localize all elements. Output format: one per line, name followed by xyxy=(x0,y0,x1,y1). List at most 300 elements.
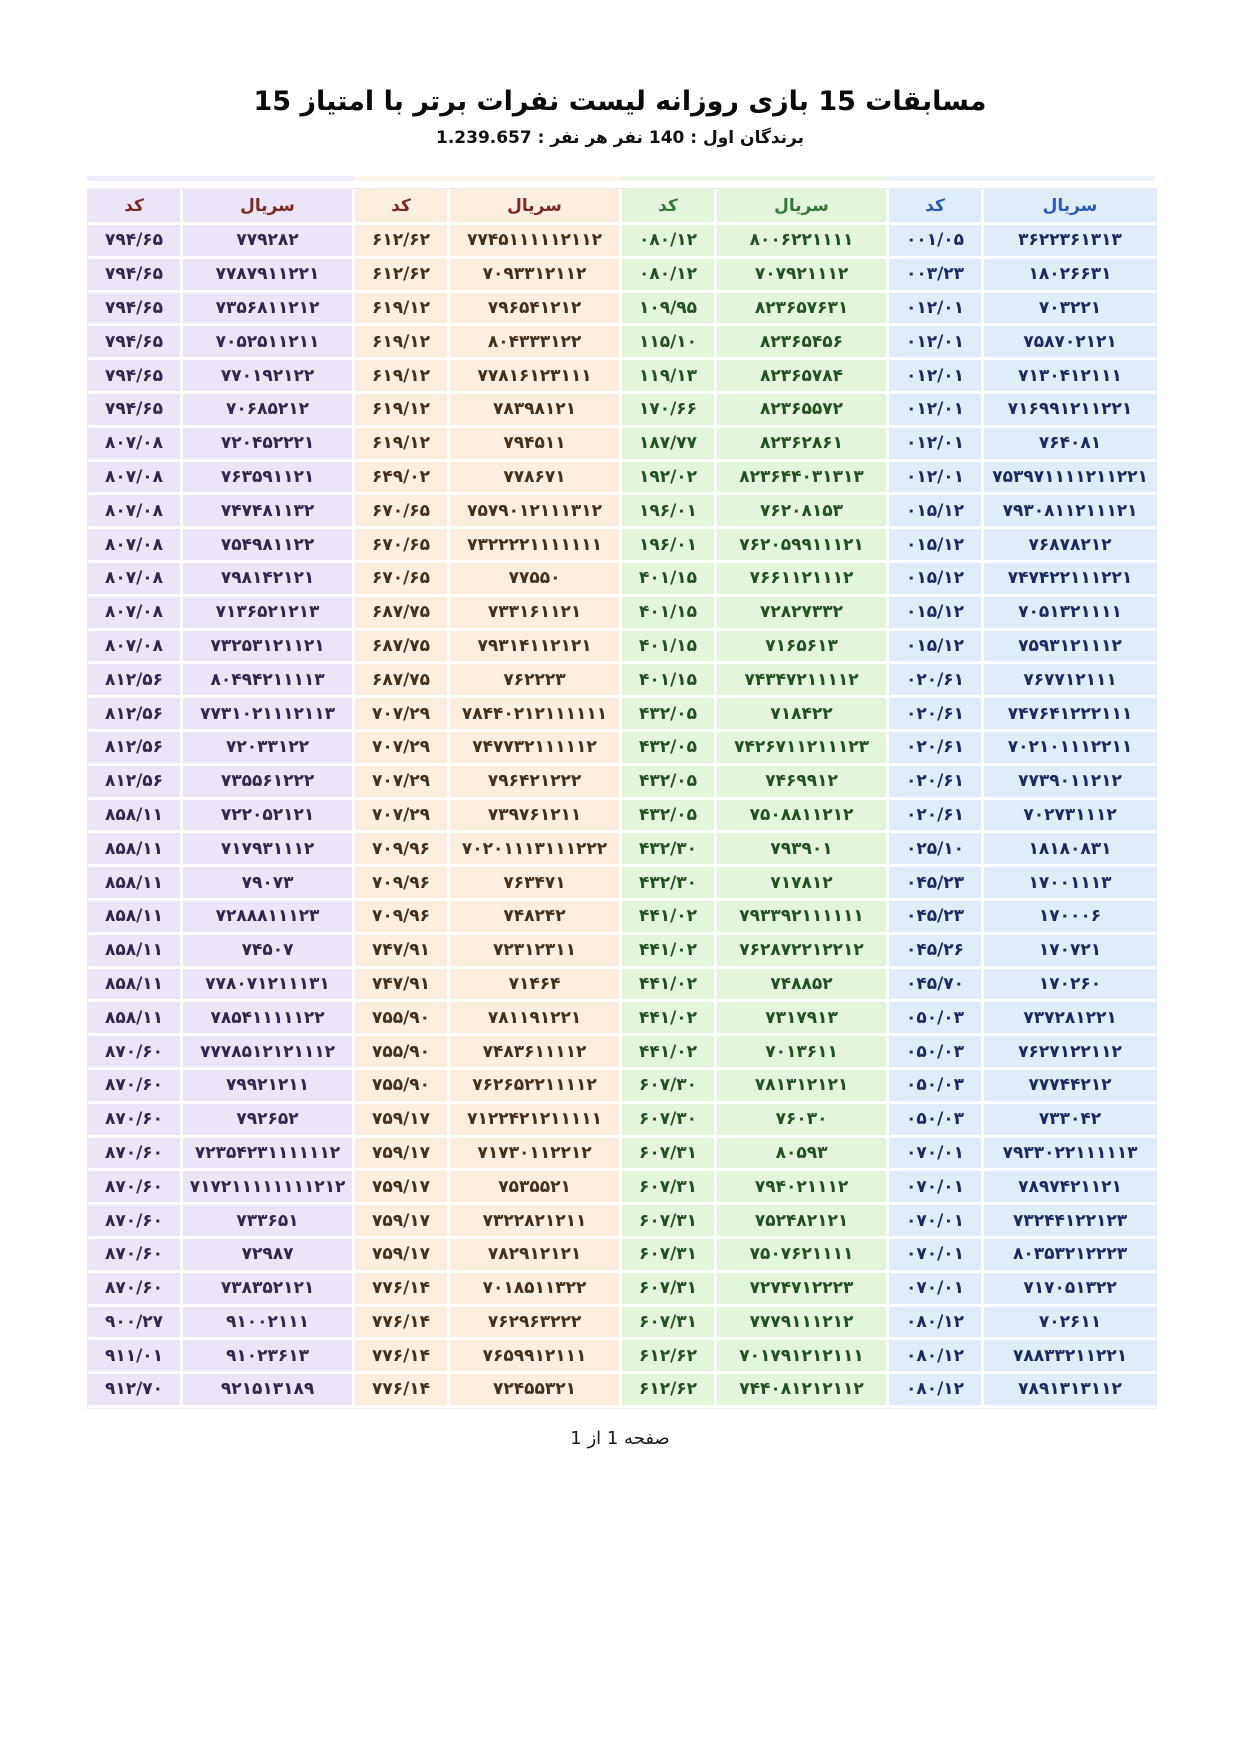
code-cell: ۶۷۰/۶۵ xyxy=(355,495,450,529)
serial-cell: ۷۶۶۱۱۲۱۱۱۲ xyxy=(717,563,889,597)
table-top-strip xyxy=(87,176,1155,181)
serial-cell: ۷۲۷۴۷۱۲۲۲۳ xyxy=(717,1273,889,1307)
code-cell: ۰۱۵/۱۲ xyxy=(889,529,984,563)
code-cell: ۰۱۲/۰۱ xyxy=(889,293,984,327)
code-cell: ۷۵۵/۹۰ xyxy=(355,1002,450,1036)
code-cell: ۰۵۰/۰۳ xyxy=(889,1070,984,1104)
code-cell: ۶۱۹/۱۲ xyxy=(355,428,450,462)
code-cell: ۷۷۶/۱۴ xyxy=(355,1307,450,1341)
serial-cell: ۱۷۰۲۶۰ xyxy=(984,969,1156,1003)
code-cell: ۷۹۴/۶۵ xyxy=(88,326,183,360)
code-cell: ۰۲۵/۱۰ xyxy=(889,833,984,867)
code-cell: ۰۲۰/۶۱ xyxy=(889,766,984,800)
code-cell: ۸۷۰/۶۰ xyxy=(88,1036,183,1070)
code-cell: ۰۱۵/۱۲ xyxy=(889,495,984,529)
serial-cell: ۷۰۱۷۹۱۲۱۲۱۱۱ xyxy=(717,1340,889,1374)
code-cell: ۰۵۰/۰۳ xyxy=(889,1104,984,1138)
serial-cell: ۹۲۱۵۱۳۱۸۹ xyxy=(183,1374,355,1408)
header-serial-cell: سریال xyxy=(450,189,622,225)
code-cell: ۰۸۰/۱۲ xyxy=(622,259,717,293)
code-cell: ۱۱۹/۱۳ xyxy=(622,360,717,394)
serial-cell: ۷۱۷۸۱۲ xyxy=(717,867,889,901)
serial-cell: ۷۴۴۰۸۱۲۱۲۱۱۲ xyxy=(717,1374,889,1408)
code-cell: ۷۵۹/۱۷ xyxy=(355,1104,450,1138)
serial-cell: ۷۶۲۷۱۲۲۱۱۲ xyxy=(984,1036,1156,1070)
serial-cell: ۷۰۹۳۳۱۲۱۱۲ xyxy=(450,259,622,293)
serial-cell: ۷۰۶۸۵۲۱۲ xyxy=(183,394,355,428)
code-cell: ۰۲۰/۶۱ xyxy=(889,664,984,698)
serial-cell: ۷۹۳۹۰۱ xyxy=(717,833,889,867)
serial-cell: ۷۱۳۰۴۱۲۱۱۱ xyxy=(984,360,1156,394)
serial-cell: ۷۴۷۴۸۱۱۳۲ xyxy=(183,495,355,529)
code-cell: ۶۴۹/۰۲ xyxy=(355,462,450,496)
code-cell: ۶۰۷/۳۰ xyxy=(622,1070,717,1104)
serial-cell: ۷۹۴۰۲۱۱۱۲ xyxy=(717,1171,889,1205)
code-cell: ۶۱۹/۱۲ xyxy=(355,360,450,394)
code-cell: ۸۰۷/۰۸ xyxy=(88,428,183,462)
serial-cell: ۷۰۱۳۶۱۱ xyxy=(717,1036,889,1070)
table-row xyxy=(88,631,1156,665)
serial-cell: ۷۱۷۲۱۱۱۱۱۱۱۱۲۱۲ xyxy=(183,1171,355,1205)
code-cell: ۴۴۱/۰۲ xyxy=(622,1036,717,1070)
table-row xyxy=(88,293,1156,327)
code-cell: ۱۸۷/۷۷ xyxy=(622,428,717,462)
table-row xyxy=(88,766,1156,800)
code-cell: ۷۹۴/۶۵ xyxy=(88,225,183,259)
serial-cell: ۱۸۱۸۰۸۳۱ xyxy=(984,833,1156,867)
header-code-cell: کد xyxy=(889,189,984,225)
serial-cell: ۱۷۰۰۱۱۱۳ xyxy=(984,867,1156,901)
code-cell: ۰۰۳/۲۳ xyxy=(889,259,984,293)
code-cell: ۰۷۰/۰۱ xyxy=(889,1138,984,1172)
code-cell: ۸۰۷/۰۸ xyxy=(88,597,183,631)
serial-cell: ۷۱۲۲۴۲۱۲۱۱۱۱۱ xyxy=(450,1104,622,1138)
serial-cell: ۷۴۳۴۷۲۱۱۱۱۲ xyxy=(717,664,889,698)
table-row xyxy=(88,1273,1156,1307)
serial-cell: ۸۲۳۶۵۷۸۴ xyxy=(717,360,889,394)
code-cell: ۸۷۰/۶۰ xyxy=(88,1205,183,1239)
results-table xyxy=(87,176,1155,1409)
code-cell: ۷۵۹/۱۷ xyxy=(355,1205,450,1239)
code-cell: ۰۷۰/۰۱ xyxy=(889,1171,984,1205)
serial-cell: ۸۲۳۶۲۸۶۱ xyxy=(717,428,889,462)
serial-cell: ۷۶۲۲۲۳ xyxy=(450,664,622,698)
serial-cell: ۷۰۲۱۰۱۱۱۲۲۱۱ xyxy=(984,732,1156,766)
table-header-row xyxy=(88,189,1156,225)
serial-cell: ۷۷۸۰۷۱۲۱۱۱۳۱ xyxy=(183,969,355,1003)
table-row xyxy=(88,1307,1156,1341)
code-cell: ۰۷۰/۰۱ xyxy=(889,1239,984,1273)
code-cell: ۱۹۶/۰۱ xyxy=(622,495,717,529)
serial-cell: ۹۱۰۲۳۶۱۳ xyxy=(183,1340,355,1374)
code-cell: ۴۳۲/۰۵ xyxy=(622,732,717,766)
serial-cell: ۷۹۰۷۳ xyxy=(183,867,355,901)
serial-cell: ۷۹۲۶۵۲ xyxy=(183,1104,355,1138)
code-cell: ۸۷۰/۶۰ xyxy=(88,1138,183,1172)
serial-cell: ۷۰۲۶۱۱ xyxy=(984,1307,1156,1341)
code-cell: ۶۰۷/۳۰ xyxy=(622,1104,717,1138)
serial-cell: ۸۰۳۵۳۲۱۲۲۲۳ xyxy=(984,1239,1156,1273)
serial-cell: ۷۶۷۷۱۲۱۱۱ xyxy=(984,664,1156,698)
code-cell: ۰۷۰/۰۱ xyxy=(889,1273,984,1307)
code-cell: ۹۰۰/۲۷ xyxy=(88,1307,183,1341)
serial-cell: ۷۸۱۳۱۲۱۲۱ xyxy=(717,1070,889,1104)
serial-cell: ۸۲۳۶۴۴۰۳۱۳۱۳ xyxy=(717,462,889,496)
serial-cell: ۸۲۳۶۵۵۷۲ xyxy=(717,394,889,428)
code-cell: ۷۷۶/۱۴ xyxy=(355,1374,450,1408)
serial-cell: ۷۴۸۲۴۲ xyxy=(450,901,622,935)
code-cell: ۶۰۷/۳۱ xyxy=(622,1205,717,1239)
serial-cell: ۷۹۶۵۴۱۲۱۲ xyxy=(450,293,622,327)
code-cell: ۸۵۸/۱۱ xyxy=(88,1002,183,1036)
serial-cell: ۷۹۶۴۲۱۲۲۲ xyxy=(450,766,622,800)
serial-cell: ۷۷۸۱۶۱۲۳۱۱۱ xyxy=(450,360,622,394)
serial-cell: ۷۶۰۳۰ xyxy=(717,1104,889,1138)
table-row xyxy=(88,360,1156,394)
code-cell: ۸۰۷/۰۸ xyxy=(88,495,183,529)
serial-cell: ۷۲۹۸۷ xyxy=(183,1239,355,1273)
header-serial-cell: سریال xyxy=(183,189,355,225)
table-row xyxy=(88,935,1156,969)
code-cell: ۰۸۰/۱۲ xyxy=(622,225,717,259)
serial-cell: ۷۲۲۰۵۲۱۲۱ xyxy=(183,800,355,834)
serial-cell: ۷۷۹۲۸۲ xyxy=(183,225,355,259)
code-cell: ۷۴۷/۹۱ xyxy=(355,969,450,1003)
code-cell: ۰۴۵/۲۶ xyxy=(889,935,984,969)
serial-cell: ۷۵۲۴۸۲۱۲۱ xyxy=(717,1205,889,1239)
code-cell: ۸۱۲/۵۶ xyxy=(88,664,183,698)
serial-cell: ۷۶۲۰۵۹۹۱۱۱۲۱ xyxy=(717,529,889,563)
code-cell: ۷۰۷/۲۹ xyxy=(355,800,450,834)
serial-cell: ۱۸۰۲۶۶۳۱ xyxy=(984,259,1156,293)
serial-cell: ۷۳۲۲۲۲۱۱۱۱۱۱۱ xyxy=(450,529,622,563)
serial-cell: ۷۱۷۰۵۱۳۲۲ xyxy=(984,1273,1156,1307)
code-cell: ۱۹۲/۰۲ xyxy=(622,462,717,496)
serial-cell: ۷۰۳۲۲۱ xyxy=(984,293,1156,327)
header-code-cell: کد xyxy=(355,189,450,225)
code-cell: ۱۷۰/۶۶ xyxy=(622,394,717,428)
table-row xyxy=(88,394,1156,428)
serial-cell: ۷۷۷۴۴۲۱۲ xyxy=(984,1070,1156,1104)
serial-cell: ۷۸۵۴۱۱۱۱۱۲۲ xyxy=(183,1002,355,1036)
code-cell: ۸۰۷/۰۸ xyxy=(88,529,183,563)
code-cell: ۹۱۲/۷۰ xyxy=(88,1374,183,1408)
serial-cell: ۷۷۸۷۹۱۱۲۲۱ xyxy=(183,259,355,293)
top-strip-segment xyxy=(888,176,1155,181)
code-cell: ۰۱۵/۱۲ xyxy=(889,563,984,597)
serial-cell: ۷۳۲۴۴۱۲۲۱۲۳ xyxy=(984,1205,1156,1239)
serial-cell: ۷۷۰۱۹۲۱۲۲ xyxy=(183,360,355,394)
code-cell: ۴۳۲/۳۰ xyxy=(622,833,717,867)
serial-cell: ۹۱۰۰۲۱۱۱ xyxy=(183,1307,355,1341)
table-row xyxy=(88,1239,1156,1273)
code-cell: ۸۰۷/۰۸ xyxy=(88,563,183,597)
code-cell: ۷۰۷/۲۹ xyxy=(355,732,450,766)
code-cell: ۶۰۷/۳۱ xyxy=(622,1138,717,1172)
code-cell: ۷۷۶/۱۴ xyxy=(355,1340,450,1374)
code-cell: ۰۰۱/۰۵ xyxy=(889,225,984,259)
serial-cell: ۷۱۷۹۳۱۱۱۲ xyxy=(183,833,355,867)
code-cell: ۰۱۲/۰۱ xyxy=(889,360,984,394)
code-cell: ۴۰۱/۱۵ xyxy=(622,631,717,665)
serial-cell: ۷۴۷۶۴۱۲۲۲۱۱۱ xyxy=(984,698,1156,732)
serial-cell: ۷۸۸۳۳۲۱۱۲۲۱ xyxy=(984,1340,1156,1374)
page-subtitle: برندگان اول : 140 نفر هر نفر : 1.239.657 xyxy=(436,128,804,148)
serial-cell: ۷۴۷۴۲۲۱۱۱۲۲۱ xyxy=(984,563,1156,597)
serial-cell: ۷۰۱۸۵۱۱۳۲۲ xyxy=(450,1273,622,1307)
table-row xyxy=(88,563,1156,597)
table-row xyxy=(88,664,1156,698)
serial-cell: ۱۷۰۰۰۶ xyxy=(984,901,1156,935)
serial-cell: ۷۶۲۶۵۲۲۱۱۱۱۲ xyxy=(450,1070,622,1104)
code-cell: ۶۷۰/۶۵ xyxy=(355,529,450,563)
table-row xyxy=(88,1374,1156,1408)
code-cell: ۶۷۰/۶۵ xyxy=(355,563,450,597)
serial-cell: ۷۲۸۲۷۳۳۲ xyxy=(717,597,889,631)
code-cell: ۸۵۸/۱۱ xyxy=(88,969,183,1003)
serial-cell: ۷۸۳۹۸۱۲۱ xyxy=(450,394,622,428)
serial-cell: ۸۰۴۹۴۲۱۱۱۱۳ xyxy=(183,664,355,698)
code-cell: ۷۹۴/۶۵ xyxy=(88,394,183,428)
code-cell: ۰۲۰/۶۱ xyxy=(889,698,984,732)
serial-cell: ۷۶۳۵۹۱۱۲۱ xyxy=(183,462,355,496)
code-cell: ۴۳۲/۰۵ xyxy=(622,766,717,800)
serial-cell: ۷۸۲۹۱۲۱۲۱ xyxy=(450,1239,622,1273)
serial-cell: ۷۱۷۳۰۱۱۲۲۱۲ xyxy=(450,1138,622,1172)
serial-cell: ۷۶۲۸۷۲۲۱۲۲۱۲ xyxy=(717,935,889,969)
serial-cell: ۷۷۳۱۰۲۱۱۱۲۱۱۳ xyxy=(183,698,355,732)
code-cell: ۸۵۸/۱۱ xyxy=(88,800,183,834)
serial-cell: ۷۰۷۹۲۱۱۱۲ xyxy=(717,259,889,293)
code-cell: ۰۱۵/۱۲ xyxy=(889,631,984,665)
code-cell: ۸۱۲/۵۶ xyxy=(88,698,183,732)
table-row xyxy=(88,1171,1156,1205)
table-row xyxy=(88,1036,1156,1070)
serial-cell: ۷۱۳۶۵۲۱۲۱۳ xyxy=(183,597,355,631)
serial-cell: ۷۵۷۹۰۱۲۱۱۱۳۱۲ xyxy=(450,495,622,529)
serial-cell: ۷۳۹۷۶۱۲۱۱ xyxy=(450,800,622,834)
serial-cell: ۷۸۹۱۳۱۳۱۱۲ xyxy=(984,1374,1156,1408)
table-row xyxy=(88,326,1156,360)
table-row xyxy=(88,1104,1156,1138)
serial-cell: ۷۹۳۳۰۲۲۱۱۱۱۱۳ xyxy=(984,1138,1156,1172)
code-cell: ۶۱۲/۶۲ xyxy=(622,1340,717,1374)
code-cell: ۴۴۱/۰۲ xyxy=(622,1002,717,1036)
table-row xyxy=(88,969,1156,1003)
top-strip-segment xyxy=(87,176,354,181)
serial-cell: ۷۶۴۰۸۱ xyxy=(984,428,1156,462)
serial-cell: ۷۸۱۱۹۱۲۲۱ xyxy=(450,1002,622,1036)
serial-cell: ۷۰۲۷۳۱۱۱۲ xyxy=(984,800,1156,834)
code-cell: ۷۰۹/۹۶ xyxy=(355,901,450,935)
results-grid xyxy=(87,188,1157,1409)
code-cell: ۶۱۲/۶۲ xyxy=(355,259,450,293)
code-cell: ۷۹۴/۶۵ xyxy=(88,259,183,293)
code-cell: ۶۱۹/۱۲ xyxy=(355,394,450,428)
code-cell: ۷۵۵/۹۰ xyxy=(355,1070,450,1104)
serial-cell: ۷۵۹۳۱۲۱۱۱۲ xyxy=(984,631,1156,665)
code-cell: ۰۵۰/۰۳ xyxy=(889,1002,984,1036)
serial-cell: ۷۷۵۵۰ xyxy=(450,563,622,597)
code-cell: ۸۷۰/۶۰ xyxy=(88,1171,183,1205)
code-cell: ۷۵۹/۱۷ xyxy=(355,1138,450,1172)
code-cell: ۰۷۰/۰۱ xyxy=(889,1205,984,1239)
table-body xyxy=(88,225,1156,1408)
table-row xyxy=(88,800,1156,834)
table-row xyxy=(88,428,1156,462)
serial-cell: ۱۷۰۷۲۱ xyxy=(984,935,1156,969)
code-cell: ۶۱۲/۶۲ xyxy=(355,225,450,259)
code-cell: ۴۰۱/۱۵ xyxy=(622,597,717,631)
table-row xyxy=(88,495,1156,529)
code-cell: ۶۰۷/۳۱ xyxy=(622,1307,717,1341)
code-cell: ۱۹۶/۰۱ xyxy=(622,529,717,563)
serial-cell: ۷۹۸۱۴۲۱۲۱ xyxy=(183,563,355,597)
code-cell: ۰۲۰/۶۱ xyxy=(889,800,984,834)
serial-cell: ۸۰۵۹۳ xyxy=(717,1138,889,1172)
code-cell: ۶۸۷/۷۵ xyxy=(355,664,450,698)
serial-cell: ۷۴۸۳۶۱۱۱۱۲ xyxy=(450,1036,622,1070)
table-row xyxy=(88,833,1156,867)
serial-cell: ۷۵۳۵۵۲۱ xyxy=(450,1171,622,1205)
code-cell: ۰۴۵/۲۳ xyxy=(889,901,984,935)
serial-cell: ۷۸۴۴۰۲۱۲۱۱۱۱۱۱ xyxy=(450,698,622,732)
code-cell: ۸۵۸/۱۱ xyxy=(88,867,183,901)
serial-cell: ۷۲۰۴۵۲۲۲۱ xyxy=(183,428,355,462)
code-cell: ۰۱۲/۰۱ xyxy=(889,394,984,428)
code-cell: ۰۸۰/۱۲ xyxy=(889,1307,984,1341)
serial-cell: ۷۰۵۲۵۱۱۲۱۱ xyxy=(183,326,355,360)
serial-cell: ۷۷۷۸۵۱۲۱۲۱۱۱۲ xyxy=(183,1036,355,1070)
code-cell: ۷۵۹/۱۷ xyxy=(355,1171,450,1205)
serial-cell: ۸۰۰۶۲۲۱۱۱۱ xyxy=(717,225,889,259)
code-cell: ۷۴۷/۹۱ xyxy=(355,935,450,969)
code-cell: ۸۷۰/۶۰ xyxy=(88,1070,183,1104)
serial-cell: ۷۹۳۱۴۱۱۲۱۲۱ xyxy=(450,631,622,665)
serial-cell: ۷۷۷۹۱۱۱۲۱۲ xyxy=(717,1307,889,1341)
header-serial-cell: سریال xyxy=(717,189,889,225)
serial-cell: ۷۲۳۵۴۲۳۱۱۱۱۱۱۲ xyxy=(183,1138,355,1172)
code-cell: ۶۱۹/۱۲ xyxy=(355,326,450,360)
serial-cell: ۷۶۵۹۹۱۲۱۱۱ xyxy=(450,1340,622,1374)
code-cell: ۱۱۵/۱۰ xyxy=(622,326,717,360)
serial-cell: ۷۲۰۳۳۱۲۲ xyxy=(183,732,355,766)
serial-cell: ۷۶۸۷۸۲۱۲ xyxy=(984,529,1156,563)
serial-cell: ۷۳۳۰۴۲ xyxy=(984,1104,1156,1138)
table-row xyxy=(88,1205,1156,1239)
code-cell: ۶۱۹/۱۲ xyxy=(355,293,450,327)
table-row xyxy=(88,529,1156,563)
serial-cell: ۷۳۵۶۸۱۱۲۱۲ xyxy=(183,293,355,327)
code-cell: ۰۲۰/۶۱ xyxy=(889,732,984,766)
table-row xyxy=(88,901,1156,935)
serial-cell: ۷۳۸۳۵۲۱۲۱ xyxy=(183,1273,355,1307)
table-row xyxy=(88,867,1156,901)
code-cell: ۶۰۷/۳۱ xyxy=(622,1171,717,1205)
code-cell: ۰۴۵/۷۰ xyxy=(889,969,984,1003)
code-cell: ۰۱۵/۱۲ xyxy=(889,597,984,631)
code-cell: ۴۰۱/۱۵ xyxy=(622,563,717,597)
serial-cell: ۷۲۴۵۵۳۲۱ xyxy=(450,1374,622,1408)
serial-cell: ۷۱۶۵۶۱۳ xyxy=(717,631,889,665)
serial-cell: ۷۷۳۹۰۱۱۲۱۲ xyxy=(984,766,1156,800)
table-row xyxy=(88,732,1156,766)
serial-cell: ۷۹۹۲۱۲۱۱ xyxy=(183,1070,355,1104)
serial-cell: ۷۵۸۷۰۲۱۲۱ xyxy=(984,326,1156,360)
code-cell: ۷۵۵/۹۰ xyxy=(355,1036,450,1070)
page-title: مسابقات 15 بازی روزانه لیست نفرات برتر با امتیاز 15 xyxy=(253,86,987,117)
table-row xyxy=(88,259,1156,293)
code-cell: ۰۸۰/۱۲ xyxy=(889,1340,984,1374)
code-cell: ۴۰۱/۱۵ xyxy=(622,664,717,698)
code-cell: ۸۷۰/۶۰ xyxy=(88,1239,183,1273)
code-cell: ۷۹۴/۶۵ xyxy=(88,360,183,394)
serial-cell: ۷۹۴۵۱۱ xyxy=(450,428,622,462)
header-serial-cell: سریال xyxy=(984,189,1156,225)
code-cell: ۰۱۲/۰۱ xyxy=(889,462,984,496)
code-cell: ۸۱۲/۵۶ xyxy=(88,732,183,766)
top-strip-segment xyxy=(621,176,888,181)
serial-cell: ۸۲۳۶۵۴۵۶ xyxy=(717,326,889,360)
serial-cell: ۷۹۳۳۹۲۱۱۱۱۱۱ xyxy=(717,901,889,935)
table-row xyxy=(88,1340,1156,1374)
serial-cell: ۷۴۲۶۷۱۱۲۱۱۱۲۳ xyxy=(717,732,889,766)
serial-cell: ۷۷۸۶۷۱ xyxy=(450,462,622,496)
serial-cell: ۷۳۵۵۶۱۲۲۲ xyxy=(183,766,355,800)
serial-cell: ۷۶۳۴۷۱ xyxy=(450,867,622,901)
serial-cell: ۷۳۱۷۹۱۳ xyxy=(717,1002,889,1036)
code-cell: ۷۰۷/۲۹ xyxy=(355,698,450,732)
serial-cell: ۷۵۰۸۸۱۱۲۱۲ xyxy=(717,800,889,834)
code-cell: ۶۸۷/۷۵ xyxy=(355,597,450,631)
serial-cell: ۷۲۸۸۸۱۱۱۲۳ xyxy=(183,901,355,935)
code-cell: ۰۴۵/۲۳ xyxy=(889,867,984,901)
serial-cell: ۷۵۳۹۷۱۱۱۱۲۱۱۲۲۱ xyxy=(984,462,1156,496)
code-cell: ۷۰۹/۹۶ xyxy=(355,867,450,901)
serial-cell: ۷۰۲۰۱۱۱۳۱۱۱۲۲۲ xyxy=(450,833,622,867)
serial-cell: ۷۵۴۹۸۱۱۲۲ xyxy=(183,529,355,563)
serial-cell: ۷۰۵۱۳۲۱۱۱۱ xyxy=(984,597,1156,631)
serial-cell: ۷۹۳۰۸۱۱۲۱۱۱۲۱ xyxy=(984,495,1156,529)
code-cell: ۸۵۸/۱۱ xyxy=(88,935,183,969)
code-cell: ۸۰۷/۰۸ xyxy=(88,631,183,665)
code-cell: ۷۵۹/۱۷ xyxy=(355,1239,450,1273)
serial-cell: ۷۴۶۹۹۱۲ xyxy=(717,766,889,800)
code-cell: ۴۳۲/۰۵ xyxy=(622,698,717,732)
code-cell: ۱۰۹/۹۵ xyxy=(622,293,717,327)
code-cell: ۹۱۱/۰۱ xyxy=(88,1340,183,1374)
code-cell: ۷۰۷/۲۹ xyxy=(355,766,450,800)
code-cell: ۷۰۹/۹۶ xyxy=(355,833,450,867)
serial-cell: ۷۳۳۱۶۱۱۲۱ xyxy=(450,597,622,631)
code-cell: ۶۰۷/۳۱ xyxy=(622,1239,717,1273)
code-cell: ۸۷۰/۶۰ xyxy=(88,1273,183,1307)
code-cell: ۸۵۸/۱۱ xyxy=(88,833,183,867)
top-strip-segment xyxy=(354,176,621,181)
table-row xyxy=(88,1138,1156,1172)
code-cell: ۰۸۰/۱۲ xyxy=(889,1374,984,1408)
code-cell: ۸۱۲/۵۶ xyxy=(88,766,183,800)
code-cell: ۰۱۲/۰۱ xyxy=(889,428,984,462)
code-cell: ۴۴۱/۰۲ xyxy=(622,901,717,935)
code-cell: ۷۷۶/۱۴ xyxy=(355,1273,450,1307)
code-cell: ۶۱۲/۶۲ xyxy=(622,1374,717,1408)
serial-cell: ۷۳۲۵۳۱۲۱۱۲۱ xyxy=(183,631,355,665)
serial-cell: ۷۷۴۵۱۱۱۱۱۲۱۱۲ xyxy=(450,225,622,259)
code-cell: ۸۰۷/۰۸ xyxy=(88,462,183,496)
table-row xyxy=(88,597,1156,631)
serial-cell: ۷۶۲۰۸۱۵۳ xyxy=(717,495,889,529)
